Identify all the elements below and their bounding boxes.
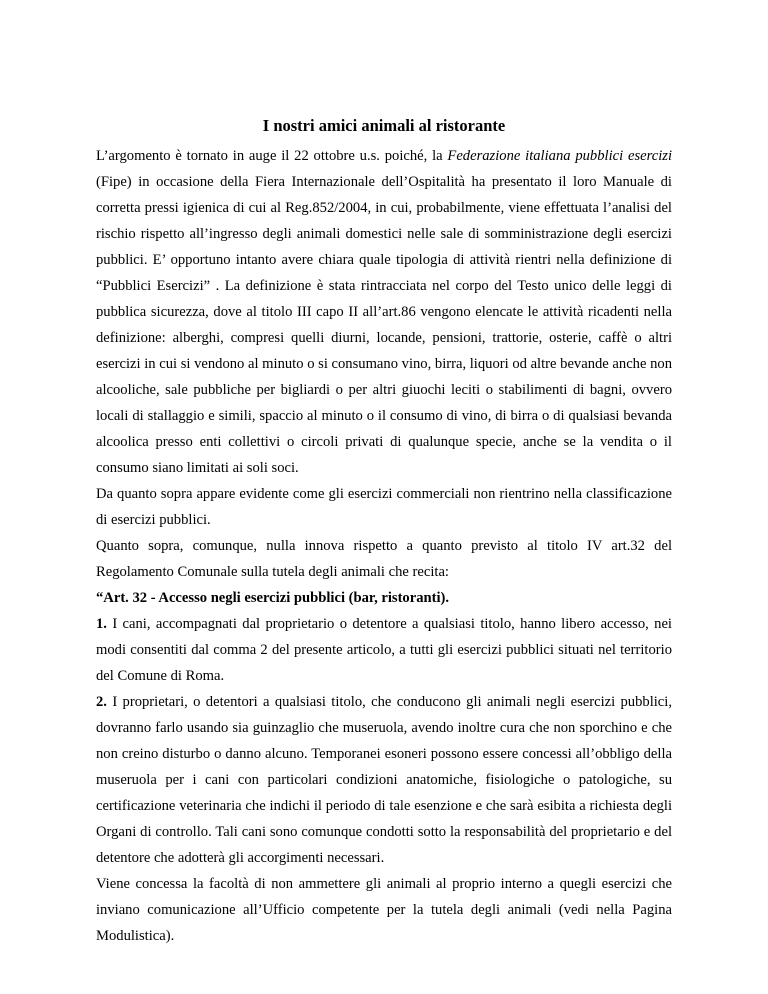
comma-1-number: 1. [96, 616, 107, 632]
article-heading-text: “Art. 32 - Accesso negli esercizi pubblici (bar, ristoranti). [96, 590, 450, 606]
comma-1-text: I cani, accompagnati dal proprietario o detentore a qualsiasi titolo, hanno libero accesso, nei modi consentiti dal comma 2 del presente articolo, a tutti gli esercizi pubblici situati nel territorio del Comune di Roma. [96, 616, 672, 684]
paragraph-regulation-intro: Quanto sopra, comunque, nulla innova rispetto a quanto previsto al titolo IV art.32 del Regolamento Comunale sulla tutela degli animali che recita: [96, 538, 672, 580]
article-comma-1 [96, 611, 672, 689]
document-title: I nostri amici animali al ristorante [262, 116, 506, 135]
paragraph-final-note: Viene concessa la facoltà di non ammettere gli animali al proprio interno a quegli esercizi che inviano comunicazione all’Ufficio competente per la tutela degli animali (vedi nella Pagina Modulistica). [96, 876, 672, 944]
paragraph-conclusion: Da quanto sopra appare evidente come gli esercizi commerciali non rientrino nella classificazione di esercizi pubblici. [96, 486, 672, 528]
article-comma-2 [96, 689, 672, 871]
comma-2-text: I proprietari, o detentori a qualsiasi titolo, che conducono gli animali negli esercizi pubblici, dovranno farlo usando sia guinzaglio che museruola, avendo inoltre cura che non sporchino e che non creino disturbo o danno alcuno. Temporanei esoneri possono essere concessi all’obbligo della museruola per i cani con particolari condizioni anatomiche, fisiologiche o patologiche, su certificazione veterinaria che indichi il periodo di tale esenzione e che sarà esibita a richiesta degli Organi di controllo. Tali cani sono comunque condotti sotto la responsabilità del proprietario e del detentore che adotterà gli accorgimenti necessari. [96, 694, 672, 866]
intro-text-start: L’argomento è tornato in auge il 22 ottobre u.s. poiché, la [96, 148, 448, 164]
article-heading [96, 585, 672, 611]
paragraph-intro [96, 143, 672, 481]
comma-2-number: 2. [96, 694, 107, 710]
intro-text-rest: (Fipe) in occasione della Fiera Internazionale dell’Ospitalità ha presentato il loro Manuale di corretta pressi igienica di cui al Reg.852/2004, in cui, probabilmente, viene effettuata l’analisi del rischio rispetto all’ingresso degli animali domestici nelle sale di somministrazione degli esercizi pubblici. E’ opportuno intanto avere chiara quale tipologia di attività rientri nella definizione di “Pubblici Esercizi” . La definizione è stata rintracciata nel corpo del Testo unico delle leggi di pubblica sicurezza, dove al titolo III capo II all’art.86 vengono elencate le attività ricadenti nella definizione: alberghi, compresi quelli diurni, locande, pensioni, trattorie, osterie, caffè o altri esercizi in cui si vendono al minuto o si consumano vino, birra, liquori od altre bevande anche non alcooliche, sale pubbliche per bigliardi o per altri giuochi leciti o stabilimenti di bagni, ovvero locali di stallaggio e simili, spaccio al minuto o il consumo di vino, di birra o di qualsiasi bevanda alcoolica presso enti collettivi o circoli privati di qualunque specie, anche se la vendita o il consumo siano limitati ai soli soci. [96, 174, 672, 476]
intro-federation-name: Federazione italiana pubblici esercizi [447, 148, 672, 164]
